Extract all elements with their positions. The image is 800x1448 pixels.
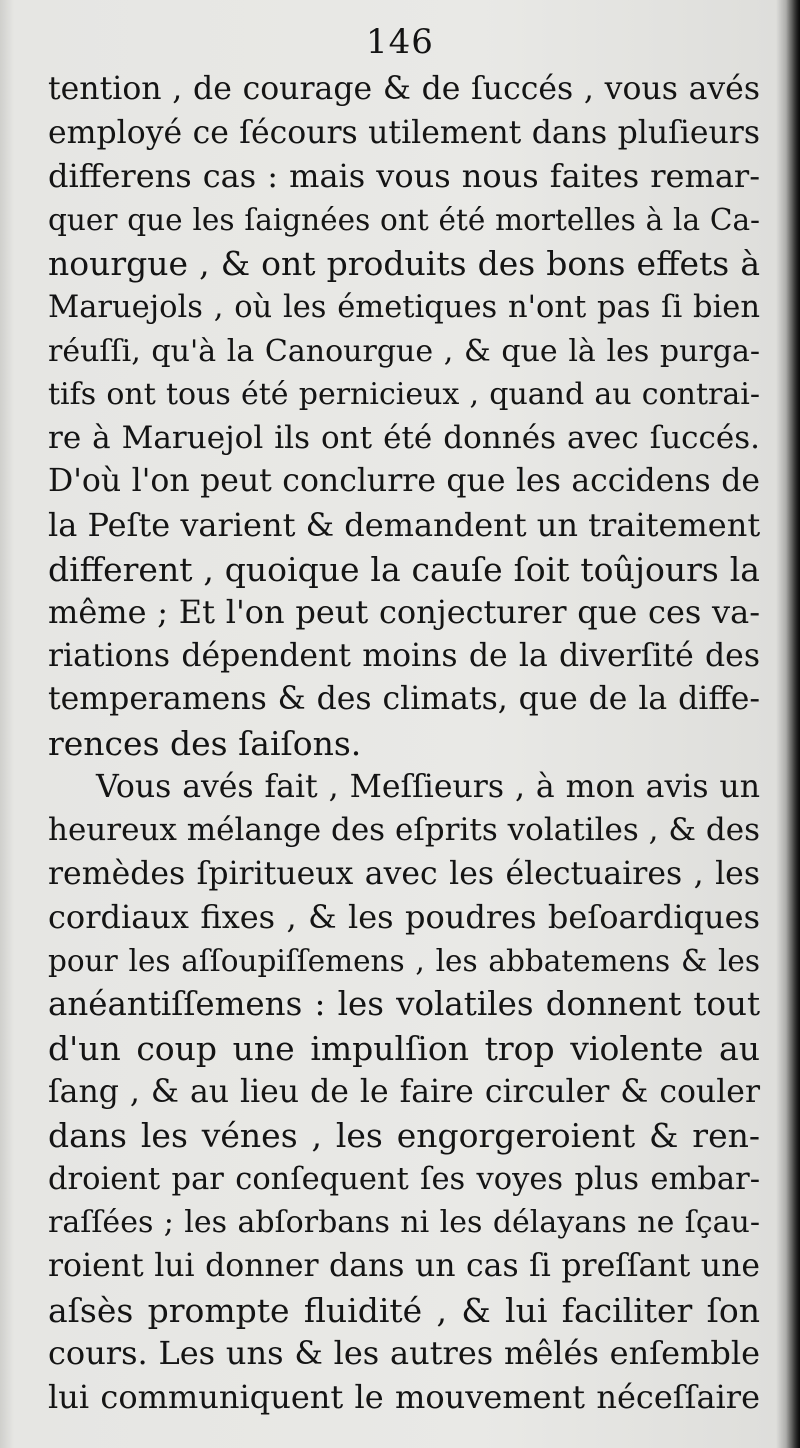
text-line: cours. Les uns & les autres mêlés enſemble	[48, 1334, 760, 1373]
text-line: réuſſi, qu'à la Canourgue , & que là les purga-	[48, 333, 760, 369]
text-line: nourgue , & ont produits des bons effets à	[48, 244, 760, 284]
text-line: differens cas : mais vous nous faites remar-	[48, 157, 760, 196]
page-number: 146	[366, 22, 434, 62]
text-line: ſang , & au lieu de le faire circuler & couler	[48, 1073, 760, 1110]
text-line: aſsès prompte fluidité , & lui faciliter ſon	[48, 1290, 760, 1330]
text-line: la Peſte varient & demandent un traitement	[48, 505, 761, 544]
text-line: riations dépendent moins de la diverſité des	[48, 637, 760, 674]
text-line: temperamens & des climats, que de la diffe-	[48, 681, 760, 718]
text-line: different , quoique la cauſe ſoit toûjours la	[48, 549, 760, 589]
text-line: tifs ont tous été pernicieux , quand au contrai-	[48, 377, 760, 413]
text-line: d'un coup une impulſion trop violente au	[48, 1029, 760, 1069]
text-line: D'où l'on peut conclurre que les accidens de	[48, 463, 760, 500]
text-line: même ; Et l'on peut conjecturer que ces va-	[48, 593, 760, 632]
body-text	[48, 68, 760, 1419]
text-line: cordiaux fixes , & les poudres beſoardiques	[48, 898, 760, 937]
text-line: pour les aſſoupiſſemens , les abbatemens & les	[48, 943, 760, 978]
text-line: re à Maruejol ils ont été donnés avec ſuccés.	[48, 419, 760, 456]
text-line: tention , de courage & de ſuccés , vous avés	[48, 71, 760, 107]
text-line: dans les vénes , les engorgeroient & ren-	[48, 1116, 760, 1156]
text-line: remèdes ſpiritueux avec les électuaires , les	[48, 855, 760, 892]
text-line: roient lui donner dans un cas ſi preſſant une	[48, 1248, 760, 1285]
text-line: employé ce ſécours utilement dans pluſieurs	[48, 114, 760, 151]
text-line: raſſées ; les abſorbans ni les délayans ne ſçau-	[48, 1205, 760, 1241]
text-line: Maruejols , où les émetiques n'ont pas ſi bien	[48, 289, 760, 325]
text-line: lui communiquent le mouvement néceſſaire	[48, 1377, 760, 1416]
text-line: heureux mélange des eſprits volatiles , & des	[48, 812, 760, 849]
text-line: Vous avés fait , Meſſieurs , à mon avis un	[96, 768, 760, 805]
page-edge-shadow	[786, 0, 800, 1448]
text-line: rences des ſaiſons.	[48, 723, 362, 763]
paragraph-1	[48, 68, 760, 766]
text-line: quer que les ſaignées ont été mortelles à la Ca-	[48, 202, 760, 237]
text-line: droient par conſequent ſes voyes plus embar-	[48, 1161, 760, 1197]
text-line: anéantiſſemens : les volatiles donnent tout	[48, 985, 760, 1024]
paragraph-2	[48, 766, 760, 1420]
